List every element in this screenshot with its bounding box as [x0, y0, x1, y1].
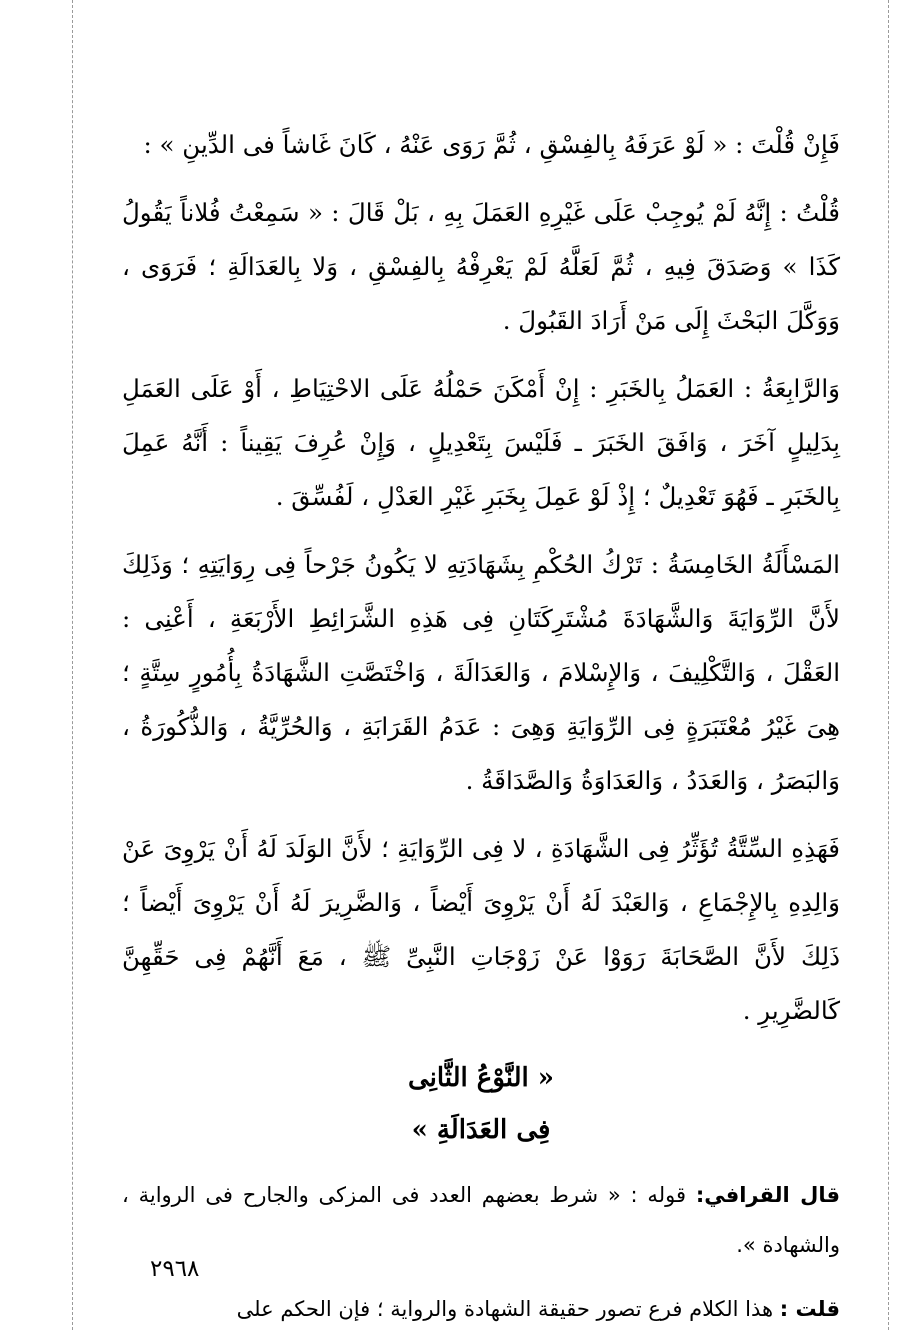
margin-dotted-line-right	[888, 0, 889, 1330]
commentary-qarafi-text: قوله : « شرط بعضهم العدد فى المزكى والجارح فى الرواية ، والشهادة ».	[122, 1183, 840, 1257]
commentary-qultu-label: قلت :	[779, 1297, 840, 1321]
commentary-qarafi-label: قال القرافي:	[695, 1183, 840, 1207]
page-body	[122, 118, 840, 1340]
paragraph-reply: قُلْتُ : إِنَّهُ لَمْ يُوجِبْ عَلَى غَيْرِهِ العَمَلَ بِهِ ، بَلْ قَالَ : « سَمِعْتُ فُلاناً يَقُولُ كَذَا » وَصَدَقَ فِيهِ ، ثُمَّ لَعَلَّهُ لَمْ يَعْرِفْهُ بِالفِسْقِ ، وَلا بِالعَدَالَةِ ؛ فَرَوَى ، وَوَكَّلَ البَحْثَ إِلَى مَنْ أَرَادَ القَبُولَ .	[122, 198, 840, 335]
commentary-qarafi	[122, 1170, 840, 1270]
margin-dotted-line-left	[72, 0, 73, 1330]
paragraph-fourth: وَالرَّابِعَةُ : العَمَلُ بِالخَبَرِ : إِنْ أَمْكَنَ حَمْلُهُ عَلَى الاحْتِيَاطِ ، أَوْ عَلَى العَمَلِ بِدَلِيلٍ آخَرَ ، وَافَقَ الخَبَرَ ـ فَلَيْسَ بِتَعْدِيلٍ ، وَإِنْ عُرِفَ يَقِيناً : أَنَّهُ عَمِلَ بِالخَبَرِ ـ فَهُوَ تَعْدِيلٌ ؛ إِذْ لَوْ عَمِلَ بِخَبَرِ غَيْرِ العَدْلِ ، لَفُسِّقَ .	[122, 374, 840, 511]
section-heading-line1: « النَّوْعُ الثَّانِى	[407, 1063, 555, 1093]
paragraph-fifth-issue: المَسْأَلَةُ الخَامِسَةُ : تَرْكُ الحُكْمِ بِشَهَادَتِهِ لا يَكُونُ جَرْحاً فِى رِوَايَتِهِ ؛ وَذَلِكَ لأَنَّ الرِّوَايَةَ وَالشَّهَادَةَ مُشْتَرِكَتَانِ فِى هَذِهِ الشَّرَائِطِ الأَرْبَعَةِ ، أَعْنِى : العَقْلَ ، وَالتَّكْلِيفَ ، وَالإِسْلامَ ، وَالعَدَالَةَ ، وَاخْتَصَّتِ الشَّهَادَةُ بِأُمُورٍ سِتَّةٍ ؛ هِىَ غَيْرُ مُعْتَبَرَةٍ فِى الرِّوَايَةِ وَهِىَ : عَدَمُ القَرَابَةِ ، وَالحُرِّيَّةُ ، وَالذُّكُورَةُ ، وَالبَصَرُ ، وَالعَدَدُ ، وَالعَدَاوَةُ وَالصَّدَاقَةُ .	[122, 550, 840, 795]
paragraph-six-conditions: فَهَذِهِ السِّتَّةُ تُؤَثِّرُ فِى الشَّهَادَةِ ، لا فِى الرِّوَايَةِ ؛ لأَنَّ الوَلَدَ لَهُ أَنْ يَرْوِىَ عَنْ وَالِدِهِ بِالإِجْمَاعِ ، وَالعَبْدَ لَهُ أَنْ يَرْوِىَ أَيْضاً ، وَالضَّرِيرَ لَهُ أَنْ يَرْوِىَ أَيْضاً ؛ ذَلِكَ لأَنَّ الصَّحَابَةَ رَوَوْا عَنْ زَوْجَاتِ النَّبِىِّ ﷺ ، مَعَ أَنَّهُمْ فِى حَقِّهِنَّ كَالضَّرِيرِ .	[122, 834, 840, 1025]
commentary-qultu-text: هذا الكلام فرع تصور حقيقة الشهادة والرواية ؛ فإن الحكم على	[236, 1297, 780, 1321]
page-number: ٢٩٦٨	[150, 1256, 200, 1282]
commentary-qultu	[122, 1284, 840, 1334]
section-heading-line2: فِى العَدَالَةِ »	[411, 1115, 551, 1145]
paragraph-objection: فَإِنْ قُلْتَ : « لَوْ عَرَفَهُ بِالفِسْقِ ، ثُمَّ رَوَى عَنْهُ ، كَانَ غَاشاً فى الدِّينِ » :	[143, 130, 840, 159]
